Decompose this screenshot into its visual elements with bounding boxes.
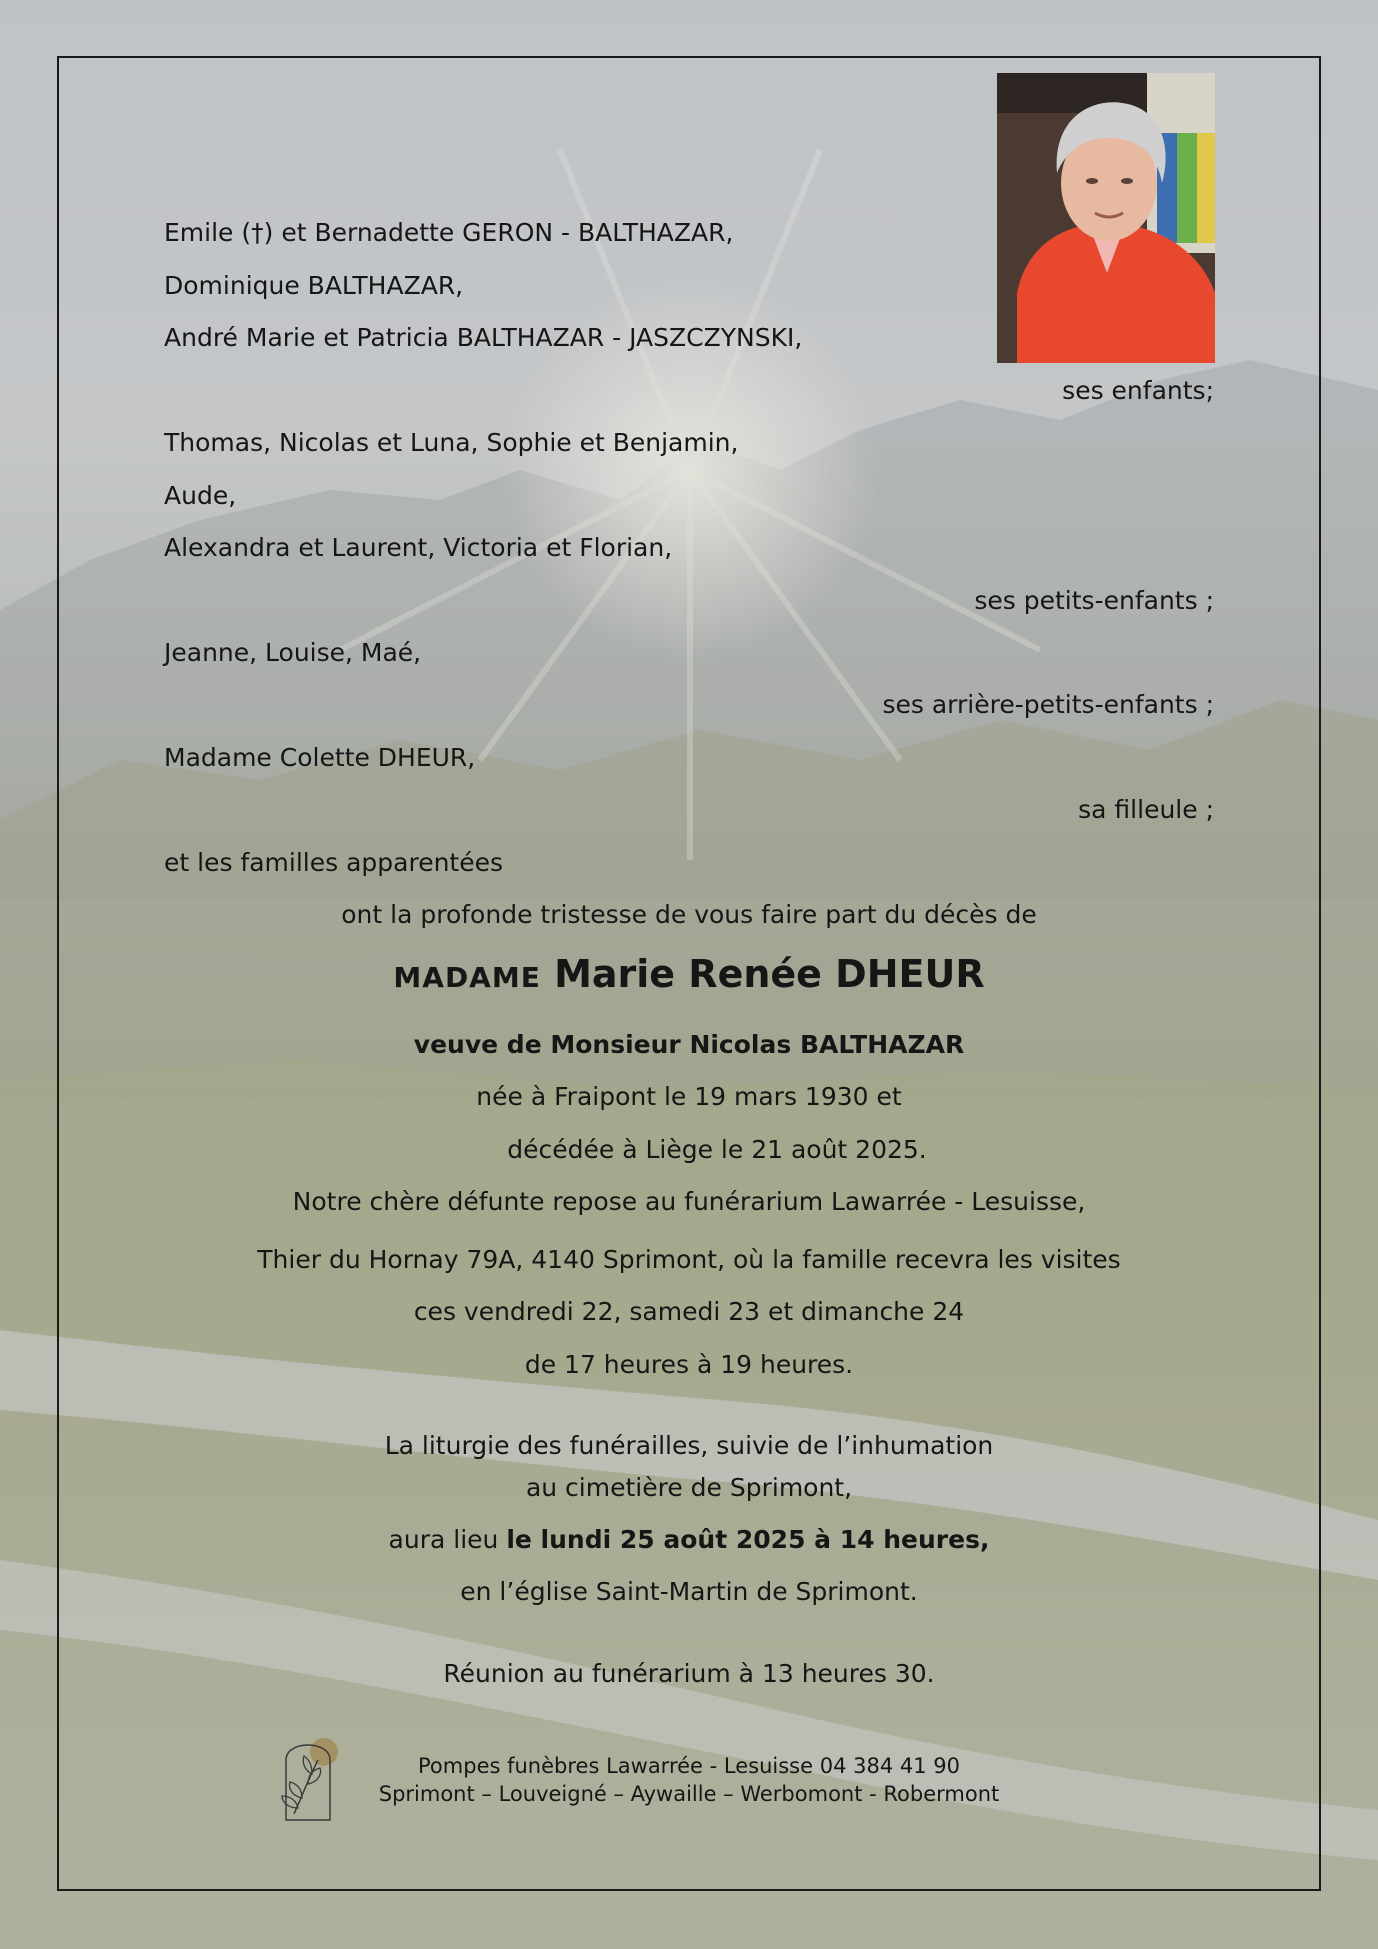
widow-of: veuve de Monsieur Nicolas BALTHAZAR — [413, 1030, 965, 1059]
visit-hours: de 17 heures à 19 heures. — [524, 1350, 854, 1379]
portrait-photo-icon — [997, 73, 1215, 363]
reunion-info: Réunion au funérarium à 13 heures 30. — [443, 1659, 935, 1688]
announcement-intro: ont la profonde tristesse de vous faire part du décès de — [341, 900, 1037, 929]
funeral-home-address: Thier du Hornay 79A, 4140 Sprimont, où la famille recevra les visites — [257, 1245, 1121, 1274]
birth-info: née à Fraipont le 19 mars 1930 et — [476, 1082, 902, 1111]
family-line-grandchildren-1: Thomas, Nicolas et Luna, Sophie et Benjamin, — [164, 428, 739, 457]
funeral-director-locations: Sprimont – Louveigné – Aywaille – Werbomont - Robermont — [378, 1782, 1000, 1806]
visit-days: ces vendredi 22, samedi 23 et dimanche 24 — [413, 1297, 965, 1326]
deceased-honorific: MADAME — [393, 961, 541, 994]
family-line-children-2: Dominique BALTHAZAR, — [164, 271, 464, 300]
church-name: en l’église Saint-Martin de Sprimont. — [460, 1577, 918, 1606]
deceased-photo — [997, 73, 1215, 363]
family-line-grandchildren-3: Alexandra et Laurent, Victoria et Florian, — [164, 533, 673, 562]
deceased-full-name: Marie Renée DHEUR — [554, 952, 985, 996]
grandchildren-role: ses petits-enfants ; — [974, 586, 1214, 615]
funeral-director-name-phone: Pompes funèbres Lawarrée - Lesuisse 04 384 41 90 — [418, 1754, 960, 1778]
deceased-name — [0, 950, 1378, 1002]
children-role: ses enfants; — [1062, 376, 1214, 405]
family-line-relatives: et les familles apparentées — [164, 848, 504, 877]
family-line-children-1: Emile (†) et Bernadette GERON - BALTHAZAR, — [164, 218, 734, 247]
family-line-grandchildren-2: Aude, — [164, 481, 237, 510]
resting-place: Notre chère défunte repose au funérarium Lawarrée - Lesuisse, — [292, 1187, 1086, 1216]
liturgy-line-1: La liturgie des funérailles, suivie de l’inhumation — [384, 1431, 994, 1460]
funeral-date-prefix: aura lieu — [388, 1525, 499, 1554]
family-line-goddaughter: Madame Colette DHEUR, — [164, 743, 476, 772]
funeral-date — [0, 1525, 1378, 1555]
family-line-great-grandchildren: Jeanne, Louise, Maé, — [164, 638, 422, 667]
great-grandchildren-role: ses arrière-petits-enfants ; — [882, 690, 1214, 719]
liturgy-line-2: au cimetière de Sprimont, — [525, 1473, 853, 1502]
funeral-date-bold: le lundi 25 août 2025 à 14 heures, — [506, 1525, 990, 1554]
death-info: décédée à Liège le 21 août 2025. — [507, 1135, 927, 1164]
goddaughter-role: sa filleule ; — [1078, 795, 1214, 824]
family-line-children-3: André Marie et Patricia BALTHAZAR - JASZCZYNSKI, — [164, 323, 803, 352]
